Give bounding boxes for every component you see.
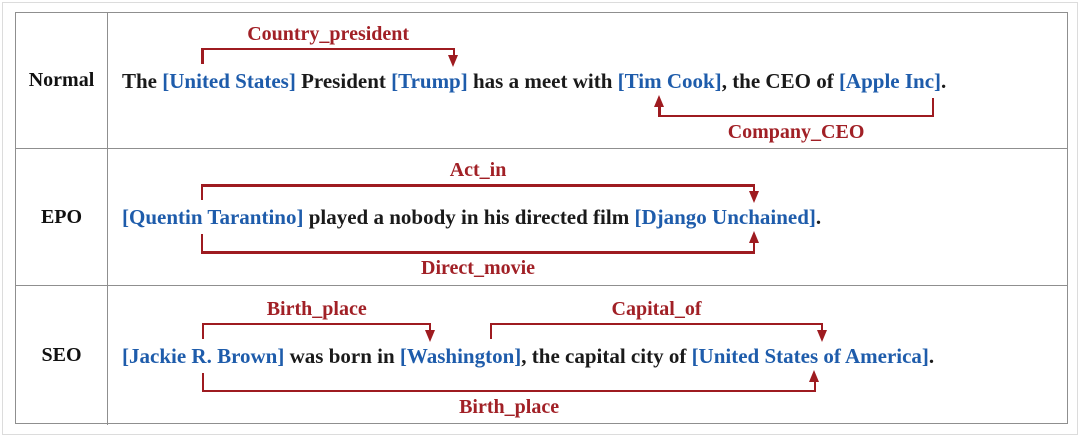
row-content bbox=[108, 149, 1067, 285]
arrow-line bbox=[753, 243, 756, 254]
row-content bbox=[108, 286, 1067, 425]
arrowhead-down-icon bbox=[425, 330, 435, 342]
arrow-line bbox=[201, 184, 756, 187]
arrow-line bbox=[202, 323, 205, 339]
arrow-line bbox=[753, 184, 756, 191]
arrow-line bbox=[490, 323, 824, 326]
arrowhead-down-icon bbox=[749, 191, 759, 203]
relation-label: Company_CEO bbox=[727, 120, 865, 143]
sentence-text: played a nobody in his directed film bbox=[303, 205, 635, 229]
relation-table bbox=[15, 12, 1068, 424]
relation-label: Direct_movie bbox=[421, 257, 536, 279]
arrow-line bbox=[202, 390, 816, 393]
arrowhead-up-icon bbox=[749, 231, 759, 243]
arrow-line bbox=[201, 251, 756, 254]
arrowhead-down-icon bbox=[817, 330, 827, 342]
table-row-normal bbox=[16, 13, 1067, 149]
sentence-text: , the CEO of bbox=[721, 68, 839, 93]
sentence-text: . bbox=[815, 205, 822, 229]
entity-mention: [Jackie R. Brown] bbox=[122, 343, 285, 368]
table-row-seo bbox=[16, 286, 1067, 425]
entity-mention: [Apple Inc] bbox=[838, 68, 942, 93]
sentence bbox=[122, 67, 946, 95]
relation-label: Birth_place bbox=[459, 395, 560, 418]
arrowhead-up-icon bbox=[654, 95, 664, 107]
entity-mention: [Tim Cook] bbox=[617, 68, 722, 93]
arrowhead-up-icon bbox=[809, 370, 819, 382]
arrow-line bbox=[201, 48, 455, 51]
arrow-line bbox=[201, 234, 204, 254]
sentence bbox=[122, 203, 821, 231]
arrow-line bbox=[814, 382, 817, 393]
row-label-cell bbox=[16, 149, 108, 285]
sentence-text: . bbox=[928, 343, 935, 368]
sentence bbox=[122, 342, 934, 370]
arrow-line bbox=[453, 48, 456, 55]
entity-mention: [United States] bbox=[162, 68, 296, 93]
sentence-text: . bbox=[941, 68, 947, 93]
sentence-text: was born in bbox=[284, 343, 400, 368]
sentence-text: The bbox=[122, 68, 163, 93]
arrow-line bbox=[658, 107, 661, 118]
relation-label: Country_president bbox=[247, 22, 410, 45]
entity-mention: [United States of America] bbox=[691, 343, 929, 368]
row-label-cell bbox=[16, 286, 108, 425]
sentence-text: President bbox=[295, 68, 392, 93]
row-label: Normal bbox=[28, 69, 95, 91]
arrow-line bbox=[490, 323, 493, 339]
arrow-line bbox=[201, 184, 204, 200]
relation-label: Birth_place bbox=[266, 297, 367, 320]
row-label: EPO bbox=[40, 205, 83, 228]
arrow-line bbox=[821, 323, 824, 330]
arrow-line bbox=[202, 373, 205, 393]
relation-label: Capital_of bbox=[611, 297, 702, 320]
relation-label: Act_in bbox=[449, 159, 507, 181]
arrow-line bbox=[429, 323, 432, 330]
entity-mention: [Trump] bbox=[391, 68, 468, 93]
entity-mention: [Quentin Tarantino] bbox=[122, 205, 304, 229]
arrow-line bbox=[201, 48, 204, 64]
row-label: SEO bbox=[41, 344, 82, 366]
row-content bbox=[108, 13, 1067, 148]
sentence-text: , the capital city of bbox=[521, 343, 692, 368]
entity-mention: [Washington] bbox=[399, 343, 522, 368]
arrow-line bbox=[932, 98, 935, 118]
row-label-cell bbox=[16, 13, 108, 148]
entity-mention: [Django Unchained] bbox=[634, 205, 816, 229]
arrowhead-down-icon bbox=[448, 55, 458, 67]
table-row-epo bbox=[16, 149, 1067, 286]
arrow-line bbox=[202, 323, 432, 326]
sentence-text: has a meet with bbox=[467, 68, 618, 93]
arrow-line bbox=[658, 115, 934, 118]
